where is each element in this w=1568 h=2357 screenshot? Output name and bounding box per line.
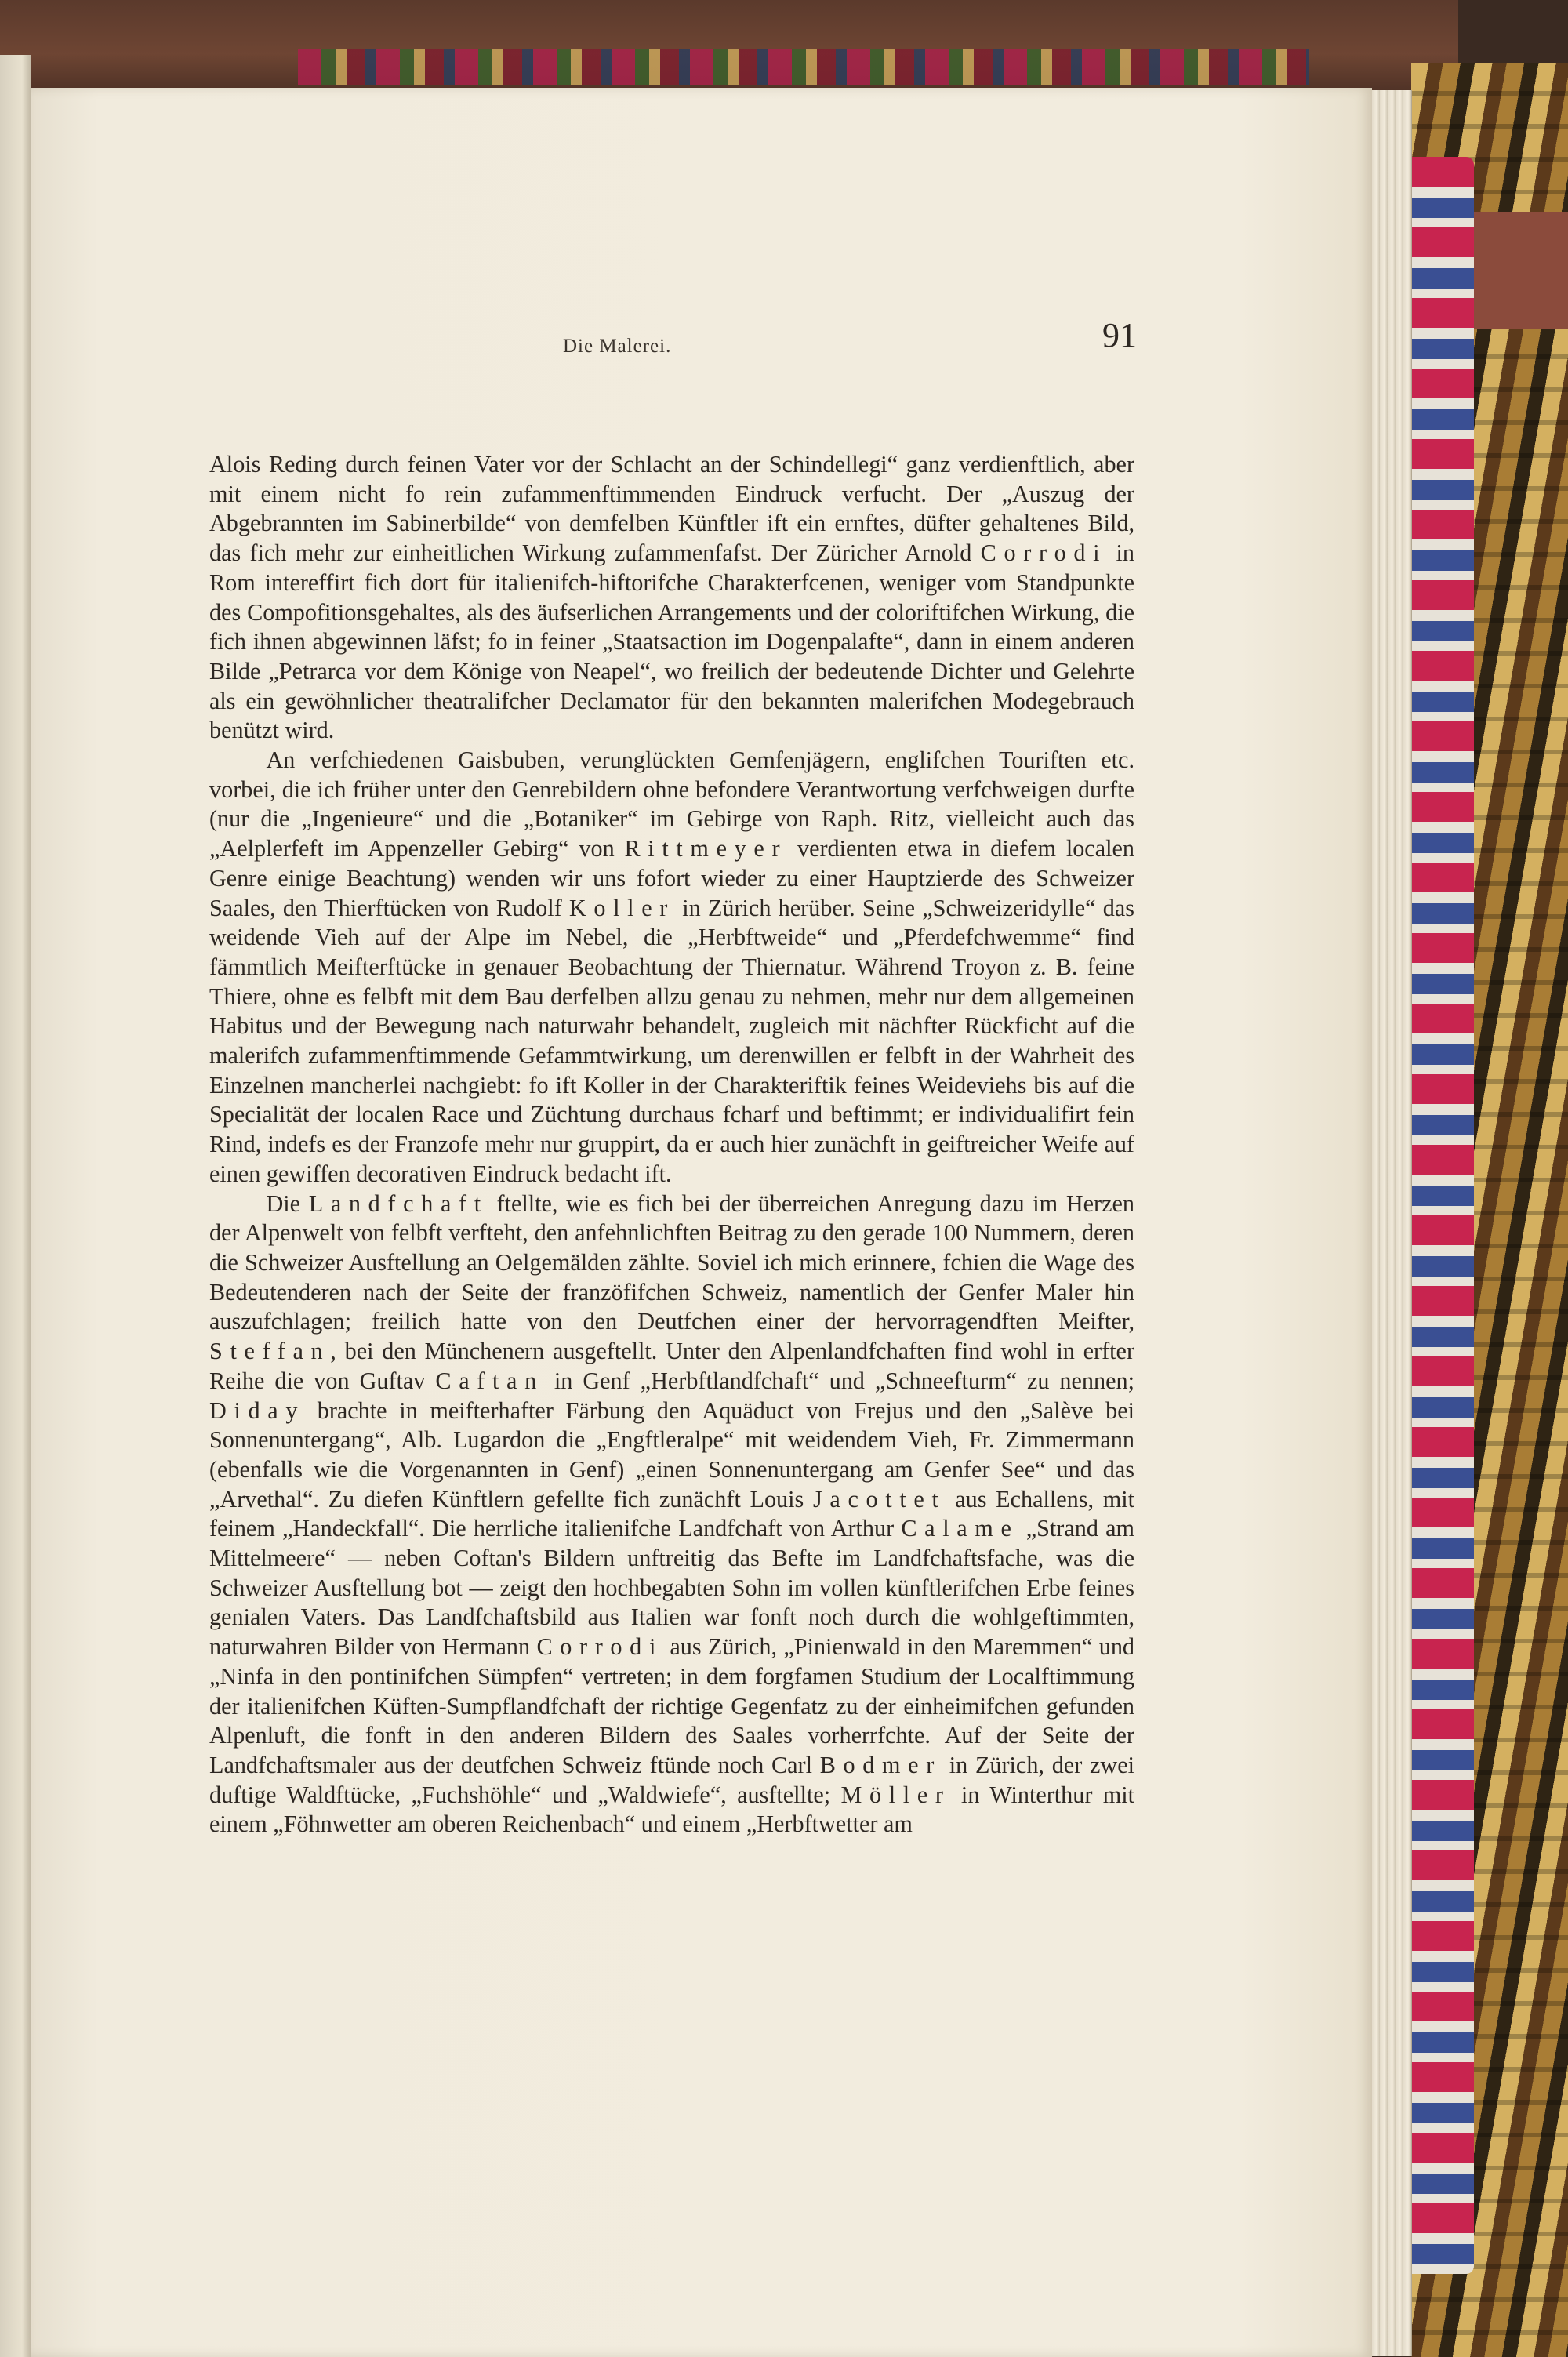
book-page (31, 88, 1372, 2357)
text-run: in Genf „Herbftlandfchaft“ und „Schneefturm“ zu nennen; (543, 1367, 1134, 1394)
spaced-name: Steffan (209, 1338, 331, 1365)
body-text (209, 450, 1134, 1839)
page-leaf-edge (1403, 90, 1412, 2356)
text-run: in Zürich, der zwei duftige Waldftücke, „Fuchshöhle“ und „Waldwiefe“, ausftellte; (209, 1751, 1134, 1808)
spaced-name: Landfchaft (308, 1189, 488, 1217)
marbled-edge (1411, 63, 1568, 2357)
text-run: brachte in meifterhafter Färbung den Aquäduct von Frejus und den „Salève bei Sonnenuntergang“, Alb. Lugardon die „Engftleralpe“ mit weidendem Vieh, Fr. Zimmermann (ebenfalls wie die Vorgenannten in Genf) „einen Sonnenuntergang am Genfer See“ und das „Arvethal“. Zu diefen Künftlern gefellte fich zunächft Louis (209, 1396, 1134, 1513)
spaced-name: Corrodi (980, 539, 1108, 567)
spaced-name: Rittmeyer (624, 835, 788, 863)
running-head: Die Malerei. (563, 336, 672, 357)
spaced-name: Bodmer (819, 1751, 942, 1778)
leather-corner (1474, 212, 1568, 329)
spaced-name: Jacottet (813, 1485, 946, 1513)
spaced-name: Koller (568, 894, 676, 921)
text-run: in Winterthur mit einem „Föhnwetter am oberen Reichenbach“ und einem „Herbftwetter am (209, 1781, 1134, 1838)
spaced-name: Corrodi (536, 1633, 663, 1661)
page-number: 91 (1102, 316, 1137, 354)
facing-page-edge (0, 55, 31, 2357)
spaced-name: Diday (209, 1396, 306, 1424)
marbled-pattern (1403, 157, 1474, 2274)
text-run: aus Zürich, „Pinienwald in den Maremmen“ und „Ninfa in den pontinifchen Sümpfen“ vertreten; in dem forgfamen Studium der Localftimmung der italienifchen Küften-Sumpflandfchaft der richtige Gegenfatz zu der einheimifchen gefunden Alpenluft, die fonft in den anderen Bildern des Saales vorherrfchte. Auf der Seite der Landfchaftsmaler aus der deutfchen Schweiz ftünde noch Carl (209, 1633, 1135, 1778)
text-run: in Zürich herüber. Seine „Schweizeridylle“ das weidende Vieh auf der Alpe im Nebel, die „Herbftweide“ und „Pferdefchwemme“ find fämmtlich Meifterftücke in genauer Beobachtung der Thiernatur. Während Troyon z. B. feine Thiere, ohne es felbft mit dem Bau derfelben allzu genau zu nehmen, mehr nur dem allgemeinen Habitus und der Bewegung nach naturwahr behandelt, zugleich mit nächfter Rückficht auf die malerifch zufammenftimmende Gefammtwirkung, um derenwillen er felbft in der Wahrheit des Einzelnen mancherlei nachgiebt: fo ift Koller in der Charakteriftik feines Weideviehs bis auf die Specialität der localen Race und Züchtung durchaus fcharf und beftimmt; er individualifirt fein Rind, indefs es der Franzofe mehr nur gruppirt, da er auch hier zunächft in geiftreicher Weife auf einen gewiffen decorativen Eindruck bedacht ift. (209, 894, 1134, 1187)
spaced-name: Calame (901, 1515, 1019, 1542)
text-run: , bei den Münchenern ausgeftellt. Unter den Alpenlandfchaften find wohl in erfter Reihe die von Guftav (209, 1338, 1134, 1394)
text-run: An verfchiedenen Gaisbuben, verunglückten Gemfenjägern, englifchen Touriften etc. vorbei, die ich früher unter den Genrebildern ohne befondere Verantwortung verfchweigen durfte (nur die „Ingenieure“ und die „Botaniker“ im Gebirge von Raph. Ritz, vielleicht auch das „Aelplerfeft im Appenzeller Gebirg“ von (209, 746, 1134, 863)
text-run: in Rom intereffirt fich dort für italienifch-hiftorifche Charakterfcenen, weniger vom Standpunkte des Compofitionsgehaltes, als des äufserlichen Arrangements und der coloriftifchen Wirkung, die fich ihnen abgewinnen läfst; fo in feiner „Staatsaction im Dogenpalafte“, dann in einem anderen Bilde „Petrarca vor dem Könige von Neapel“, wo freilich der bedeutende Dichter und Gelehrte als ein gewöhnlicher theatralifcher Declamator für den bekannten malerifchen Modegebrauch benützt wird. (209, 539, 1135, 744)
paragraph (209, 746, 1134, 1189)
spaced-name: Caftan (435, 1367, 544, 1394)
text-run: Alois Reding durch feinen Vater vor der Schlacht an der Schindellegi“ ganz verdienftlich, aber mit einem nicht fo rein zufammenftimmenden Eindruck verfucht. Der „Auszug der Abgebrannten im Sabinerbilde“ von demfelben Künftler ift ein ernftes, düfter gehaltenes Bild, das fich mehr zur einheitlichen Wirkung zufammenfafst. Der Züricher Arnold (209, 451, 1134, 567)
spaced-name: Möller (840, 1781, 951, 1808)
text-run: „Strand am Mittelmeere“ — neben Coftan's Bildern unftreitig das Befte im Landfchaftsfache, was die Schweizer Ausftellung bot — zeigt den hochbegabten Sohn im vollen künftlerifchen Erbe feines genialen Vaters. Das Landfchaftsbild aus Italien war fonft noch durch die wohlgeftimmten, naturwahren Bilder von Hermann (209, 1515, 1134, 1661)
book-cover-top (0, 0, 1458, 98)
paragraph (209, 450, 1134, 746)
page-header (314, 303, 1137, 373)
text-run: aus Echallens, mit feinem „Handeckfall“. Die herrliche italienifche Landfchaft von Arthur (209, 1485, 1135, 1542)
text-run: ftellte, wie es fich bei der überreichen Anregung dazu im Herzen der Alpenwelt von felbft verfteht, den anfehnlichften Beitrag zu den gerade 100 Nummern, deren die Schweizer Ausftellung an Oelgemälden zählte. Soviel ich mich erinnere, fchien die Wage des Bedeutenderen nach der Seite der franzöfifchen Schweiz, namentlich der Genfer Maler hin auszufchlagen; freilich hatte von den Deutfchen einer der hervorragendften Meifter, (209, 1189, 1134, 1335)
text-run: Die (266, 1189, 309, 1217)
paragraph (209, 1189, 1134, 1839)
text-run: verdienten etwa in diefem localen Genre einige Beachtung) wenden wir uns fofort wieder zu einer Hauptzierde des Schweizer Saales, den Thierftücken von Rudolf (209, 835, 1134, 921)
cover-ornament (298, 49, 1309, 85)
